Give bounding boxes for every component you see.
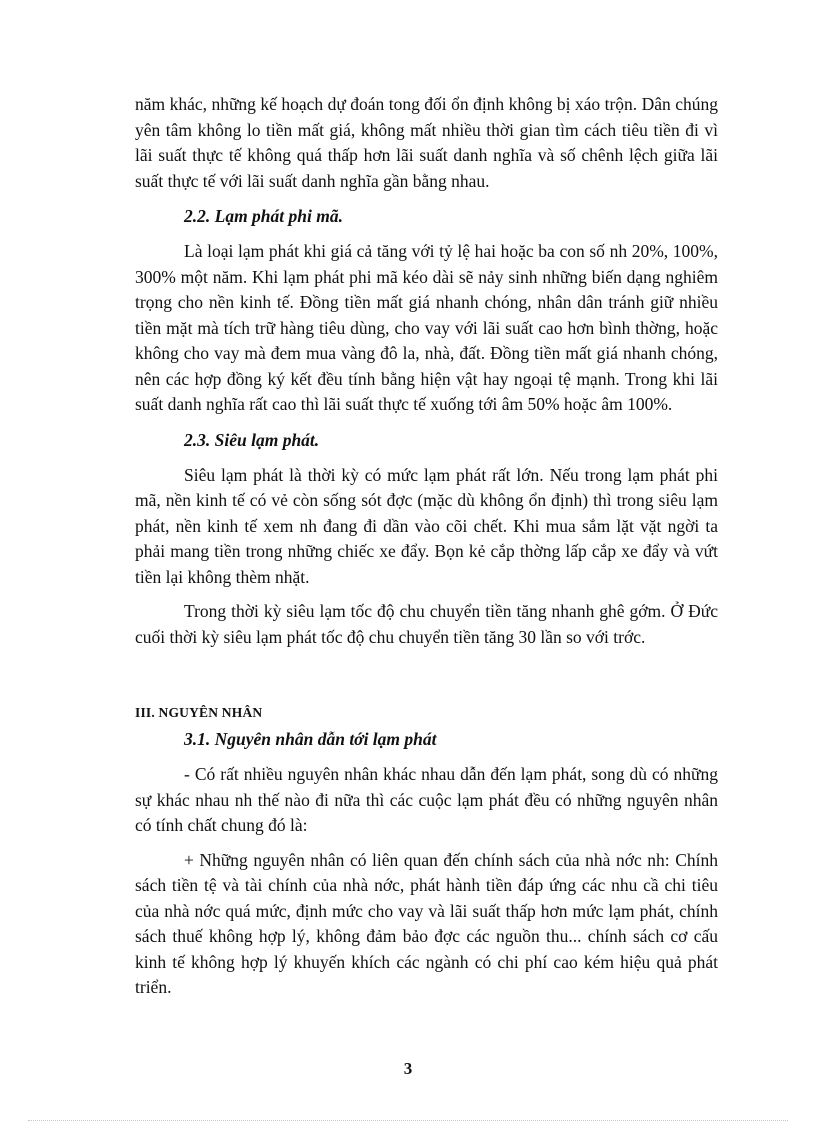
page-bottom-divider [28, 1120, 788, 1121]
paragraph: năm khác, những kế hoạch dự đoán tong đối ổn định không bị xáo trộn. Dân chúng yên tâm không lo tiền mất giá, không mất nhiều thời gian tìm cách tiêu tiền đi vì lãi suất thực tế không quá thấp hơn lãi suất danh nghĩa và số chênh lệch giữa lãi suất thực tế với lãi suất danh nghĩa gần bằng nhau. [135, 94, 718, 191]
paragraph: + Những nguyên nhân có liên quan đến chính sách của nhà nớc nh: Chính sách tiền tệ và tài chính của nhà nớc, phát hành tiền đáp ứng các nhu cầ chi tiêu của nhà nớc quá mức, định mức cho vay và lãi suất thấp hơn mức lạm phát, chính sách thuế không hợp lý, không đảm bảo đợc các nguồn thu... chính sách cơ cấu kinh tế không hợp lý khuyến khích các ngành có chi phí cao kém hiệu quả phát triển. [135, 849, 718, 997]
subsection-heading-3-1: 3.1. Nguyên nhân dẫn tới lạm phát [184, 729, 437, 749]
paragraph: - Có rất nhiều nguyên nhân khác nhau dẫn đến lạm phát, song dù có những sự khác nhau nh thế nào đi nữa thì các cuộc lạm phát đều có những nguyên nhân có tính chất chung đó là: [135, 764, 718, 835]
document-body [135, 92, 718, 1001]
section-heading-3: III. NGUYÊN NHÂN [135, 705, 263, 720]
subsection-heading-2-2: 2.2. Lạm phát phi mã. [184, 206, 343, 226]
page-number: 3 [403, 1059, 413, 1078]
subsection-heading-2-3: 2.3. Siêu lạm phát. [184, 429, 320, 450]
paragraph: Trong thời kỳ siêu lạm tốc độ chu chuyển tiền tăng nhanh ghê gớm. Ở Đức cuối thời kỳ siêu lạm phát tốc độ chu chuyển tiền tăng 30 lần so với trớc. [135, 601, 718, 647]
paragraph: Là loại lạm phát khi giá cả tăng với tỷ lệ hai hoặc ba con số nh 20%, 100%, 300% một năm. Khi lạm phát phi mã kéo dài sẽ nảy sinh những biến dạng nghiêm trọng cho nền kinh tế. Đồng tiền mất giá nhanh chóng, nhân dân tránh giữ nhiều tiền mặt mà tích trữ hàng tiêu dùng, cho vay với lãi suất cao hơn bình thờng, hoặc không cho vay mà đem mua vàng đô la, nhà, đất. Đồng tiền mất giá nhanh chóng, nên các hợp đồng ký kết đều tính bằng hiện vật hay ngoại tệ mạnh. Trong khi lãi suất danh nghĩa rất cao thì lãi suất thực tế xuống tới âm 50% hoặc âm 100%. [135, 241, 718, 414]
paragraph: Siêu lạm phát là thời kỳ có mức lạm phát rất lớn. Nếu trong lạm phát phi mã, nền kinh tế có vẻ còn sống sót đợc (mặc dù không ổn định) thì trong siêu lạm phát, nền kinh tế xem nh đang đi dần vào cõi chết. Khi mua sắm lặt vặt ngời ta phải mang tiền trong những chiếc xe đẩy. Bọn kẻ cắp thờng lấp cắp xe đẩy và vứt tiền lại không thèm nhặt. [135, 464, 718, 587]
